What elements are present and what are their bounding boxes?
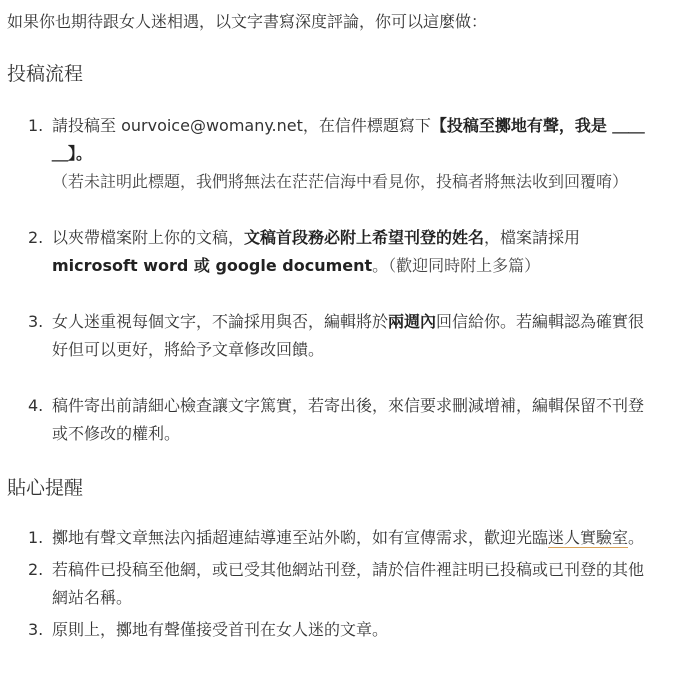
name-requirement-bold: 文稿首段務必附上希望刊登的姓名 [244, 228, 485, 247]
tip-text: 原則上，擲地有聲僅接受首刊在女人迷的文章。 [52, 620, 389, 639]
list-item [28, 392, 658, 448]
reminders-heading: 貼心提醒 [7, 477, 84, 499]
list-item [28, 224, 658, 280]
list-number: 1. [28, 116, 44, 135]
tip-text: 。 [628, 528, 645, 547]
step-text: ，檔案請採用 [484, 228, 581, 247]
list-number: 3. [28, 620, 44, 639]
list-number: 1. [28, 528, 44, 547]
list-item [28, 616, 658, 644]
step-note: 。（歡迎同時附上多篇） [372, 256, 541, 275]
tip-text: 若稿件已投稿至他網，或已受其他網站刊登，請於信件裡註明已投稿或已刊登的其他網站名稱。 [52, 560, 645, 607]
submission-process-heading: 投稿流程 [7, 63, 84, 85]
list-item [28, 556, 658, 612]
tip-text: 擲地有聲文章無法內插超連結導連至站外喲，如有宣傳需求，歡迎光臨 [52, 528, 549, 547]
list-item [28, 308, 658, 364]
reminders-list [28, 524, 658, 648]
step-text: 稿件寄出前請細心檢查讓文字篤實，若寄出後，來信要求刪減增補，編輯保留不刊登或不修改的權利。 [52, 396, 645, 443]
submission-steps-list [28, 112, 658, 476]
list-number: 4. [28, 396, 44, 415]
list-item [28, 112, 658, 196]
step-note: （若未註明此標題，我們將無法在茫茫信海中看見你，投稿者將無法收到回覆唷） [52, 172, 629, 191]
list-item [28, 524, 658, 552]
intro-text: 如果你也期待跟女人迷相遇，以文字書寫深度評論，你可以這麼做： [7, 12, 488, 31]
subject-format-bold: 【投稿至擲地有聲，我是 ＿＿＿】。 [52, 116, 645, 163]
lab-link[interactable]: 迷人實驗室 [548, 528, 629, 547]
list-number: 2. [28, 560, 44, 579]
step-text: 回信給你。若編輯認為確實很好但可以更好，將給予文章修改回饋。 [52, 312, 645, 359]
two-weeks-bold: 兩週內 [388, 312, 437, 331]
list-number: 2. [28, 228, 44, 247]
step-text: 女人迷重視每個文字，不論採用與否，編輯將於 [52, 312, 389, 331]
list-number: 3. [28, 312, 44, 331]
step-text: 請投稿至 ourvoice@womany.net，在信件標題寫下 [52, 116, 431, 135]
step-text: 以夾帶檔案附上你的文稿， [52, 228, 245, 247]
file-format-bold: microsoft word 或 google document [52, 256, 373, 275]
